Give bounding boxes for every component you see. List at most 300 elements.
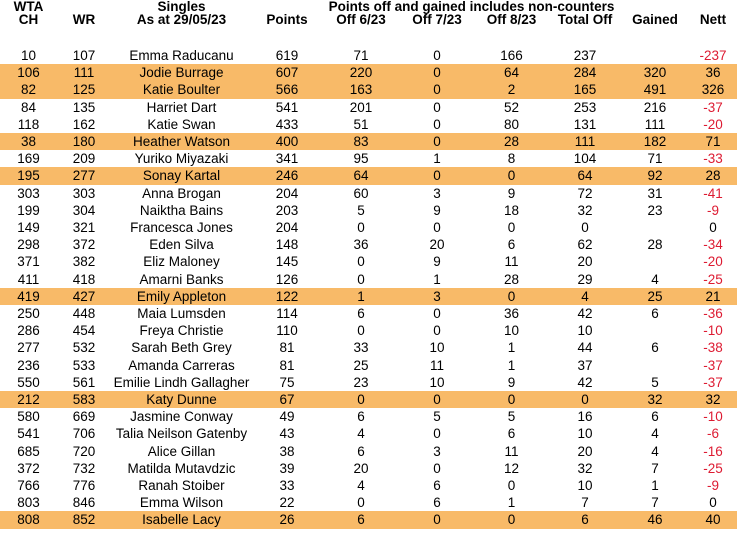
cell-off-6-23[interactable]: 6 [357, 443, 365, 459]
cell-points[interactable]: 33 [279, 478, 295, 494]
cell-nett[interactable]: 0 [709, 220, 717, 236]
cell-wr[interactable]: 583 [57, 391, 111, 408]
table-row [0, 391, 737, 408]
cell-nett[interactable]: 40 [689, 511, 737, 528]
cell-gained[interactable]: 31 [647, 185, 663, 201]
cell-off-6-23[interactable]: 0 [322, 391, 400, 408]
cell-off-6-23[interactable]: 220 [322, 64, 400, 81]
table-row [0, 116, 737, 133]
table-row [0, 219, 737, 236]
cell-off-6-23[interactable]: 6 [357, 306, 365, 322]
cell-off-6-23[interactable]: 0 [357, 254, 365, 270]
cell-total-off[interactable]: 0 [581, 220, 589, 236]
cell-off-7-23[interactable]: 0 [400, 81, 474, 98]
cell-off-7-23[interactable]: 0 [400, 391, 474, 408]
cell-nett[interactable]: -10 [703, 323, 723, 339]
cell-name[interactable]: Katie Boulter [111, 81, 252, 98]
cell-off-8-23[interactable]: 2 [474, 81, 549, 98]
cell-total-off[interactable]: 4 [549, 288, 621, 305]
cell-ch[interactable]: 541 [17, 426, 40, 442]
cell-off-8-23[interactable]: 0 [474, 167, 549, 184]
cell-points[interactable]: 81 [279, 357, 295, 373]
cell-off-8-23[interactable]: 52 [503, 99, 520, 115]
cell-gained[interactable]: 7 [651, 460, 659, 476]
column-header-points: Points [266, 12, 308, 27]
cell-nett[interactable]: -6 [707, 426, 720, 442]
cell-nett[interactable]: -41 [703, 185, 723, 201]
cell-off-6-23[interactable]: 6 [322, 511, 400, 528]
cell-nett[interactable]: -20 [703, 116, 723, 132]
cell-ch[interactable]: 250 [17, 306, 40, 322]
cell-ch[interactable]: 550 [17, 374, 40, 390]
cell-nett[interactable]: -34 [703, 237, 723, 253]
cell-total-off[interactable]: 16 [577, 409, 593, 425]
cell-wr[interactable]: 162 [72, 116, 96, 132]
table-row [0, 253, 737, 270]
cell-wr[interactable]: 454 [72, 323, 96, 339]
cell-ch[interactable]: 803 [17, 495, 40, 511]
cell-gained[interactable] [621, 253, 689, 270]
cell-total-off[interactable]: 237 [573, 48, 597, 63]
cell-nett[interactable]: 36 [689, 64, 737, 81]
cell-off-6-23[interactable]: 83 [322, 133, 400, 150]
cell-gained[interactable]: 92 [621, 167, 689, 184]
cell-off-7-23[interactable]: 0 [400, 167, 474, 184]
cell-name[interactable]: Katie Swan [147, 116, 216, 132]
cell-off-8-23[interactable]: 6 [507, 237, 516, 253]
cell-wr[interactable]: 135 [72, 99, 96, 115]
cell-off-8-23[interactable]: 28 [474, 133, 549, 150]
cell-nett[interactable]: 71 [689, 133, 737, 150]
cell-wr[interactable]: 382 [72, 254, 96, 270]
cell-off-7-23[interactable]: 0 [433, 220, 441, 236]
cell-nett[interactable]: -9 [707, 478, 720, 494]
cell-off-8-23[interactable]: 36 [503, 306, 520, 322]
cell-points[interactable]: 145 [275, 254, 299, 270]
cell-total-off[interactable]: 253 [573, 99, 597, 115]
cell-name[interactable]: Ranah Stoiber [138, 478, 225, 494]
cell-nett[interactable]: 21 [689, 288, 737, 305]
cell-name[interactable]: Emma Wilson [139, 495, 224, 511]
cell-ch[interactable]: 580 [17, 409, 40, 425]
cell-wr[interactable]: 321 [72, 220, 96, 236]
cell-nett[interactable]: 32 [689, 391, 737, 408]
cell-off-8-23[interactable]: 0 [507, 220, 516, 236]
cell-off-6-23[interactable]: 1 [322, 288, 400, 305]
cell-ch[interactable]: 298 [17, 237, 40, 253]
cell-total-off[interactable]: 62 [577, 237, 593, 253]
cell-off-8-23[interactable]: 64 [474, 64, 549, 81]
cell-total-off[interactable]: 20 [577, 254, 593, 270]
cell-off-8-23[interactable]: 1 [507, 357, 516, 373]
cell-off-6-23[interactable]: 23 [353, 374, 369, 390]
cell-total-off[interactable]: 72 [577, 185, 593, 201]
cell-off-7-23[interactable]: 10 [429, 340, 445, 356]
cell-off-7-23[interactable]: 1 [433, 271, 441, 287]
cell-ch[interactable]: 199 [17, 202, 40, 218]
cell-points[interactable]: 49 [279, 409, 295, 425]
cell-points[interactable]: 26 [252, 511, 322, 528]
cell-points[interactable]: 126 [275, 271, 299, 287]
cell-ch[interactable]: 10 [20, 48, 37, 63]
cell-points[interactable]: 22 [279, 495, 295, 511]
cell-gained[interactable] [621, 357, 689, 374]
cell-nett[interactable]: -37 [703, 374, 723, 390]
cell-gained[interactable]: 4 [651, 426, 659, 442]
cell-nett[interactable]: 28 [689, 167, 737, 184]
cell-off-6-23[interactable]: 20 [353, 460, 369, 476]
cell-total-off[interactable]: 29 [577, 271, 593, 287]
cell-points[interactable]: 43 [279, 426, 295, 442]
cell-points[interactable]: 38 [279, 443, 295, 459]
cell-off-6-23[interactable]: 6 [357, 409, 365, 425]
cell-nett[interactable]: -10 [703, 409, 723, 425]
cell-points[interactable]: 204 [275, 185, 299, 201]
table-row [0, 202, 737, 219]
cell-off-7-23[interactable]: 9 [433, 254, 441, 270]
cell-off-7-23[interactable]: 0 [433, 48, 441, 63]
cell-off-8-23[interactable]: 1 [507, 495, 516, 511]
cell-nett[interactable]: 0 [709, 495, 717, 511]
cell-gained[interactable]: 216 [643, 99, 667, 115]
table-row [0, 339, 737, 356]
cell-points[interactable]: 110 [276, 323, 298, 339]
cell-nett[interactable]: -20 [703, 254, 723, 270]
column-header-off-7-23: Off 7/23 [412, 12, 462, 27]
cell-total-off[interactable]: 7 [581, 495, 589, 511]
cell-ch[interactable]: 195 [0, 167, 57, 184]
cell-off-7-23[interactable]: 20 [429, 237, 445, 253]
cell-total-off[interactable]: 104 [573, 151, 597, 167]
cell-off-6-23[interactable]: 5 [357, 202, 365, 218]
cell-points[interactable]: 541 [275, 99, 299, 115]
table-row [0, 167, 737, 184]
cell-off-8-23[interactable]: 80 [503, 116, 520, 132]
cell-name[interactable]: Maia Lumsden [137, 306, 226, 322]
cell-off-7-23[interactable]: 1 [433, 151, 441, 167]
cell-nett[interactable]: -9 [707, 202, 720, 218]
cell-gained[interactable] [621, 47, 689, 64]
cell-gained[interactable]: 5 [651, 374, 659, 390]
cell-off-6-23[interactable]: 25 [353, 357, 369, 373]
column-header-nett: Nett [699, 12, 727, 27]
cell-points[interactable]: 204 [275, 220, 299, 236]
cell-off-7-23[interactable]: 3 [400, 288, 474, 305]
cell-off-7-23[interactable]: 5 [433, 409, 441, 425]
cell-off-8-23[interactable]: 9 [507, 185, 516, 201]
cell-gained[interactable]: 6 [651, 306, 659, 322]
cell-name[interactable]: Sonay Kartal [111, 167, 252, 184]
cell-gained[interactable]: 32 [621, 391, 689, 408]
cell-wr[interactable]: 561 [72, 374, 96, 390]
cell-ch[interactable]: 38 [0, 133, 57, 150]
cell-points[interactable]: 75 [279, 374, 295, 390]
cell-off-7-23[interactable]: 0 [400, 511, 474, 528]
cell-off-6-23[interactable]: 33 [353, 340, 369, 356]
cell-gained[interactable]: 491 [621, 81, 689, 98]
cell-name[interactable]: Naiktha Bains [139, 202, 224, 218]
cell-ch[interactable]: 303 [17, 185, 40, 201]
cell-total-off[interactable]: 42 [577, 306, 593, 322]
cell-wr[interactable]: 303 [72, 185, 96, 201]
cell-off-6-23[interactable]: 51 [353, 116, 369, 132]
cell-name[interactable]: Isabelle Lacy [111, 511, 252, 528]
cell-off-8-23[interactable]: 6 [507, 426, 516, 442]
cell-ch[interactable]: 84 [20, 99, 37, 115]
column-header-wr: WR [72, 12, 96, 27]
cell-gained[interactable]: 6 [651, 340, 659, 356]
cell-ch[interactable]: 277 [17, 340, 40, 356]
cell-points[interactable]: 114 [276, 306, 298, 322]
table-row [0, 150, 737, 167]
cell-off-8-23[interactable]: 11 [504, 254, 519, 270]
cell-wr[interactable]: 180 [57, 133, 111, 150]
cell-nett[interactable]: -237 [699, 48, 727, 63]
cell-nett[interactable]: -33 [703, 151, 723, 167]
cell-wr[interactable]: 304 [72, 202, 96, 218]
cell-off-6-23[interactable]: 95 [353, 151, 369, 167]
cell-name[interactable]: Harriet Dart [146, 99, 217, 115]
cell-points[interactable]: 122 [252, 288, 322, 305]
cell-off-6-23[interactable]: 0 [357, 323, 365, 339]
cell-off-6-23[interactable]: 4 [357, 478, 365, 494]
cell-name[interactable]: Emilie Lindh Gallagher [113, 374, 250, 390]
cell-total-off[interactable]: 42 [577, 374, 593, 390]
cell-ch[interactable]: 372 [17, 460, 40, 476]
cell-off-8-23[interactable]: 11 [504, 443, 519, 459]
cell-total-off[interactable]: 111 [549, 133, 621, 150]
cell-ch[interactable]: 118 [17, 116, 40, 132]
cell-off-6-23[interactable]: 36 [353, 237, 369, 253]
cell-off-6-23[interactable]: 0 [357, 495, 365, 511]
cell-off-8-23[interactable]: 0 [474, 511, 549, 528]
cell-ch[interactable]: 685 [17, 443, 40, 459]
cell-wr[interactable]: 720 [72, 443, 96, 459]
cell-off-7-23[interactable]: 3 [433, 443, 441, 459]
column-header-gained: Gained [632, 12, 678, 27]
cell-off-8-23[interactable]: 0 [507, 478, 516, 494]
cell-total-off[interactable]: 32 [577, 202, 593, 218]
cell-name[interactable]: Freya Christie [139, 323, 224, 339]
table-row [0, 305, 737, 322]
cell-ch[interactable]: 419 [0, 288, 57, 305]
cell-total-off[interactable]: 10 [577, 478, 593, 494]
cell-ch[interactable]: 808 [0, 511, 57, 528]
header-wta-label: WTA [13, 0, 44, 14]
cell-wr[interactable]: 372 [72, 237, 96, 253]
cell-off-7-23[interactable]: 0 [433, 116, 441, 132]
cell-wr[interactable]: 706 [72, 426, 96, 442]
column-header-total-off: Total Off [557, 12, 613, 27]
cell-gained[interactable]: 71 [647, 151, 663, 167]
cell-ch[interactable]: 411 [17, 271, 40, 287]
cell-name[interactable]: Alice Gillan [147, 443, 216, 459]
cell-off-6-23[interactable]: 64 [322, 167, 400, 184]
cell-off-6-23[interactable]: 4 [357, 426, 365, 442]
cell-nett[interactable]: 326 [689, 81, 737, 98]
cell-points[interactable]: 566 [252, 81, 322, 98]
cell-gained[interactable]: 320 [621, 64, 689, 81]
cell-off-7-23[interactable]: 0 [433, 323, 441, 339]
cell-off-8-23[interactable]: 18 [503, 202, 520, 218]
cell-gained[interactable]: 1 [651, 478, 659, 494]
cell-points[interactable]: 39 [279, 460, 295, 476]
cell-off-6-23[interactable]: 71 [353, 48, 369, 63]
cell-gained[interactable]: 4 [651, 271, 659, 287]
cell-ch[interactable]: 149 [17, 220, 40, 236]
cell-off-7-23[interactable]: 9 [433, 202, 441, 218]
cell-total-off[interactable]: 10 [577, 323, 593, 339]
cell-ch[interactable]: 82 [0, 81, 57, 98]
cell-off-7-23[interactable]: 0 [433, 426, 441, 442]
cell-total-off[interactable]: 0 [549, 391, 621, 408]
cell-off-7-23[interactable]: 10 [429, 374, 445, 390]
cell-name[interactable]: Matilda Mutavdzic [127, 460, 236, 476]
cell-off-7-23[interactable]: 0 [400, 64, 474, 81]
cell-wr[interactable]: 532 [72, 340, 96, 356]
cell-off-8-23[interactable]: 9 [507, 374, 516, 390]
cell-points[interactable]: 203 [275, 202, 299, 218]
cell-off-8-23[interactable]: 28 [503, 271, 520, 287]
cell-name[interactable]: Katy Dunne [111, 391, 252, 408]
cell-off-6-23[interactable]: 0 [357, 220, 365, 236]
cell-wr[interactable]: 209 [72, 151, 96, 167]
cell-off-6-23[interactable]: 0 [357, 271, 365, 287]
cell-wr[interactable]: 125 [57, 81, 111, 98]
cell-off-7-23[interactable]: 3 [433, 185, 441, 201]
cell-wr[interactable]: 669 [72, 409, 96, 425]
cell-points[interactable]: 341 [275, 151, 299, 167]
cell-wr[interactable]: 277 [57, 167, 111, 184]
cell-total-off[interactable]: 37 [577, 357, 593, 373]
cell-wr[interactable]: 533 [72, 357, 96, 373]
cell-ch[interactable]: 371 [17, 254, 40, 270]
cell-ch[interactable]: 169 [17, 151, 40, 167]
cell-name[interactable]: Emily Appleton [111, 288, 252, 305]
cell-off-7-23[interactable]: 6 [433, 478, 441, 494]
cell-gained[interactable]: 7 [651, 495, 659, 511]
cell-gained[interactable]: 23 [647, 202, 663, 218]
cell-nett[interactable]: -16 [703, 443, 723, 459]
cell-total-off[interactable]: 165 [549, 81, 621, 98]
cell-total-off[interactable]: 64 [549, 167, 621, 184]
cell-name[interactable]: Emma Raducanu [129, 48, 234, 63]
cell-off-6-23[interactable]: 201 [349, 99, 373, 115]
cell-off-7-23[interactable]: 6 [433, 495, 441, 511]
cell-name[interactable]: Heather Watson [111, 133, 252, 150]
cell-off-6-23[interactable]: 60 [353, 185, 369, 201]
cell-gained[interactable]: 25 [621, 288, 689, 305]
header-singles-label: Singles [157, 0, 206, 14]
cell-ch[interactable]: 212 [0, 391, 57, 408]
cell-off-8-23[interactable]: 5 [507, 409, 516, 425]
cell-off-8-23[interactable]: 1 [507, 340, 516, 356]
cell-total-off[interactable]: 6 [549, 511, 621, 528]
cell-points[interactable]: 619 [275, 48, 299, 63]
cell-gained[interactable] [621, 322, 689, 339]
cell-off-6-23[interactable]: 163 [322, 81, 400, 98]
cell-gained[interactable]: 182 [621, 133, 689, 150]
cell-wr[interactable]: 418 [72, 271, 96, 287]
table-row [0, 47, 737, 64]
cell-wr[interactable]: 852 [57, 511, 111, 528]
cell-nett[interactable]: -38 [703, 340, 723, 356]
cell-name[interactable]: Francesca Jones [130, 220, 233, 236]
cell-total-off[interactable]: 10 [577, 426, 593, 442]
cell-gained[interactable]: 46 [621, 511, 689, 528]
cell-wr[interactable]: 427 [57, 288, 111, 305]
cell-off-7-23[interactable]: 0 [400, 133, 474, 150]
cell-nett[interactable]: -36 [703, 306, 723, 322]
cell-name[interactable]: Jodie Burrage [111, 64, 252, 81]
column-header-off-8-23: Off 8/23 [486, 12, 537, 27]
cell-nett[interactable]: -37 [703, 99, 723, 115]
table-row [0, 357, 737, 374]
cell-total-off[interactable]: 284 [549, 64, 621, 81]
cell-total-off[interactable]: 20 [577, 443, 593, 459]
cell-gained[interactable] [621, 219, 689, 236]
cell-name[interactable]: Amanda Carreras [128, 357, 235, 373]
cell-wr[interactable]: 107 [72, 48, 96, 63]
cell-name[interactable]: Eliz Maloney [143, 254, 220, 270]
cell-name[interactable]: Jasmine Conway [130, 409, 233, 425]
cell-off-7-23[interactable]: 0 [433, 99, 441, 115]
cell-ch[interactable]: 766 [17, 478, 40, 494]
cell-points[interactable]: 607 [252, 64, 322, 81]
cell-points[interactable]: 433 [275, 116, 299, 132]
cell-gained[interactable]: 4 [651, 443, 659, 459]
cell-nett[interactable]: -25 [703, 460, 723, 476]
cell-name[interactable]: Yuriko Miyazaki [134, 151, 229, 167]
cell-ch[interactable]: 286 [17, 323, 40, 339]
cell-off-7-23[interactable]: 0 [433, 306, 441, 322]
cell-points[interactable]: 81 [279, 340, 295, 356]
cell-off-8-23[interactable]: 8 [507, 151, 516, 167]
cell-name[interactable]: Anna Brogan [142, 185, 221, 201]
cell-ch[interactable]: 236 [17, 357, 40, 373]
cell-wr[interactable]: 111 [57, 64, 111, 81]
cell-name[interactable]: Sarah Beth Grey [131, 340, 232, 356]
cell-off-8-23[interactable]: 10 [503, 323, 520, 339]
cell-points[interactable]: 400 [252, 133, 322, 150]
cell-wr[interactable]: 448 [72, 306, 96, 322]
cell-off-8-23[interactable]: 0 [474, 288, 549, 305]
cell-points[interactable]: 148 [275, 237, 299, 253]
cell-off-8-23[interactable]: 166 [500, 48, 523, 63]
cell-off-7-23[interactable]: 11 [429, 357, 444, 373]
cell-total-off[interactable]: 44 [577, 340, 593, 356]
cell-off-8-23[interactable]: 12 [503, 460, 520, 476]
cell-name[interactable]: Eden Silva [149, 237, 214, 253]
cell-nett[interactable]: -37 [703, 357, 723, 373]
cell-wr[interactable]: 732 [72, 460, 96, 476]
cell-wr[interactable]: 846 [72, 495, 96, 511]
cell-off-8-23[interactable]: 0 [474, 391, 549, 408]
cell-ch[interactable]: 106 [0, 64, 57, 81]
cell-points[interactable]: 246 [252, 167, 322, 184]
cell-off-7-23[interactable]: 0 [433, 460, 441, 476]
cell-nett[interactable]: -25 [703, 271, 723, 287]
cell-name[interactable]: Talia Neilson Gatenby [115, 426, 248, 442]
cell-points[interactable]: 67 [252, 391, 322, 408]
cell-wr[interactable]: 776 [72, 478, 96, 494]
cell-total-off[interactable]: 131 [573, 116, 597, 132]
cell-gained[interactable]: 111 [644, 116, 666, 132]
cell-gained[interactable]: 6 [651, 409, 659, 425]
cell-total-off[interactable]: 32 [577, 460, 593, 476]
cell-gained[interactable]: 28 [647, 237, 663, 253]
cell-name[interactable]: Amarni Banks [139, 271, 224, 287]
